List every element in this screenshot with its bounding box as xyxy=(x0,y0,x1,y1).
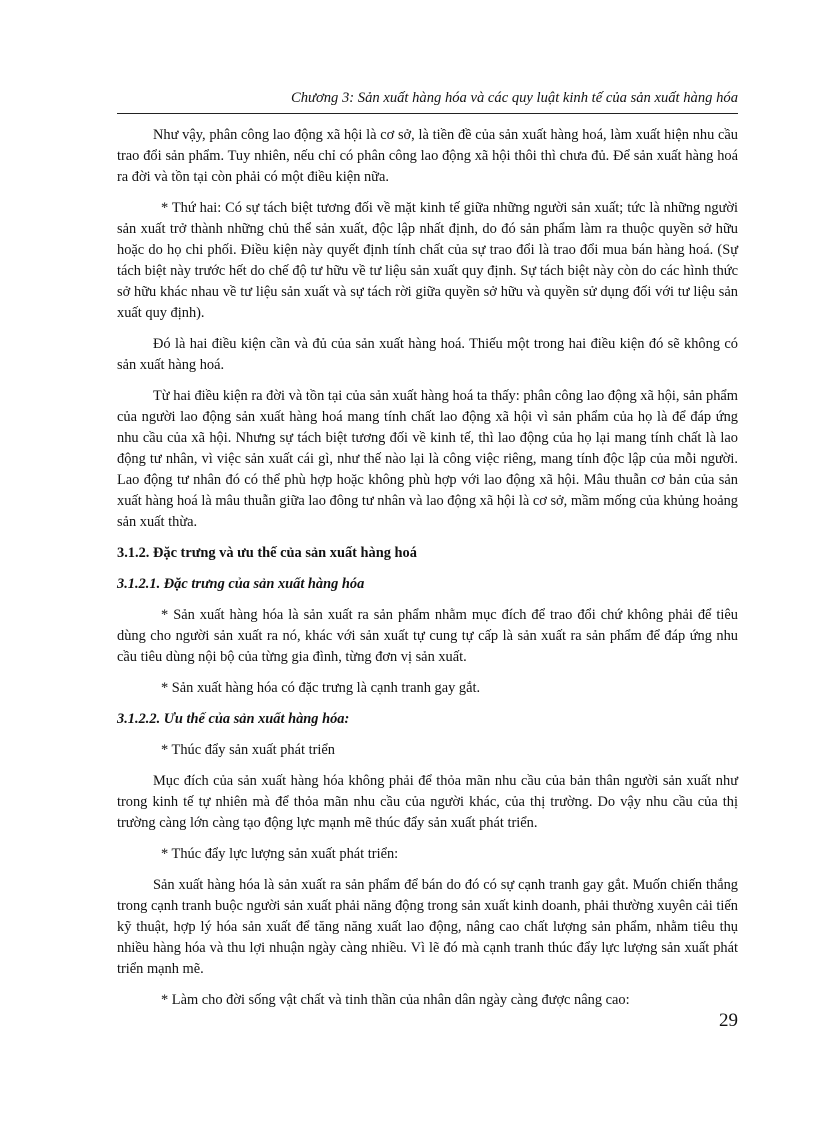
paragraph: * Thứ hai: Có sự tách biệt tương đối về mặt kinh tế giữa những người sản xuất; tức là những người sản xuất trở thành những chủ thể sản xuất, độc lập nhất định, do đó sản phẩm làm ra thuộc quyền sở hữu hoặc do họ chi phối. Điều kiện này quyết định tính chất của sự trao đổi là trao đổi mua bán hàng hoá. (Sự tách biệt này trước hết do chế độ tư hữu về tư liệu sản xuất quy định. Sự tách biệt này còn do các hình thức sở hữu khác nhau về tư liệu sản xuất và sự tách rời giữa quyền sở hữu và quyền sử dụng đối với tư liệu sản xuất quy định). xyxy=(117,200,738,321)
paragraph: * Thúc đẩy sản xuất phát triển xyxy=(161,742,335,758)
page-body xyxy=(117,125,738,1021)
paragraph: Đó là hai điều kiện cần và đủ của sản xuất hàng hoá. Thiếu một trong hai điều kiện đó sẽ không có sản xuất hàng hoá. xyxy=(117,336,738,373)
header-divider xyxy=(117,113,738,114)
running-header: Chương 3: Sản xuất hàng hóa và các quy luật kinh tế của sản xuất hàng hóa xyxy=(290,90,738,106)
page-number: 29 xyxy=(719,1010,738,1031)
paragraph: * Làm cho đời sống vật chất và tinh thần của nhân dân ngày càng được nâng cao: xyxy=(161,992,630,1008)
paragraph: * Thúc đẩy lực lượng sản xuất phát triển: xyxy=(161,846,399,862)
paragraph: * Sản xuất hàng hóa có đặc trưng là cạnh tranh gay gắt. xyxy=(161,680,481,696)
paragraph: Sản xuất hàng hóa là sản xuất ra sản phẩm để bán do đó có sự cạnh tranh gay gắt. Muốn chiến thắng trong cạnh tranh buộc người sản xuất phải năng động trong sản xuất kinh doanh, phải thường xuyên cải tiến kỹ thuật, hợp lý hóa sản xuất để tăng năng xuất lao động, nâng cao chất lượng sản phẩm, nhằm tiêu thụ nhiều hàng hóa và thu lợi nhuận ngày càng nhiều. Vì lẽ đó mà cạnh tranh thúc đẩy lực lượng sản xuất phát triển mạnh mẽ. xyxy=(117,877,738,977)
section-heading: 3.1.2. Đặc trưng và ưu thế của sản xuất hàng hoá xyxy=(117,545,417,561)
subsection-heading: 3.1.2.2. Ưu thế của sản xuất hàng hóa: xyxy=(117,711,350,727)
subsection-heading: 3.1.2.1. Đặc trưng của sản xuất hàng hóa xyxy=(117,576,365,592)
paragraph: Từ hai điều kiện ra đời và tồn tại của sản xuất hàng hoá ta thấy: phân công lao động xã hội, sản phẩm của người lao động sản xuất hàng hoá mang tính chất lao động xã hội vì sản phẩm của họ là để đáp ứng nhu cầu của xã hội. Nhưng sự tách biệt tương đối về kinh tế, thì lao động của họ lại mang tính chất là lao động tư nhân, vì việc sản xuất cái gì, như thế nào lại là công việc riêng, mang tính độc lập của mỗi người. Lao động tư nhân đó có thể phù hợp hoặc không phù hợp với lao động xã hội. Mâu thuẫn cơ bản của sản xuất hàng hoá là mâu thuẫn giữa lao đông tư nhân và lao động xã hội là cơ sở, mầm mống của khủng hoảng sản xuất thừa. xyxy=(117,388,738,530)
paragraph: Mục đích của sản xuất hàng hóa không phải để thỏa mãn nhu cầu của bản thân người sản xuất như trong kinh tế tự nhiên mà để thỏa mãn nhu cầu của người khác, của thị trường. Do vậy nhu cầu của thị trường càng lớn càng tạo động lực mạnh mẽ thúc đẩy sản xuất phát triển. xyxy=(117,773,738,831)
paragraph: * Sản xuất hàng hóa là sản xuất ra sản phẩm nhằm mục đích để trao đổi chứ không phải để tiêu dùng cho người sản xuất ra nó, khác với sản xuất tự cung tự cấp là sản xuất ra sản phẩm để đáp ứng nhu cầu tiêu dùng nội bộ của từng gia đình, từng đơn vị sản xuất. xyxy=(117,607,738,665)
paragraph: Như vậy, phân công lao động xã hội là cơ sở, là tiền đề của sản xuất hàng hoá, làm xuất hiện nhu cầu trao đổi sản phẩm. Tuy nhiên, nếu chỉ có phân công lao động xã hội thôi thì chưa đủ. Để sản xuất hàng hoá ra đời và tồn tại còn phải có một điều kiện nữa. xyxy=(117,127,738,185)
